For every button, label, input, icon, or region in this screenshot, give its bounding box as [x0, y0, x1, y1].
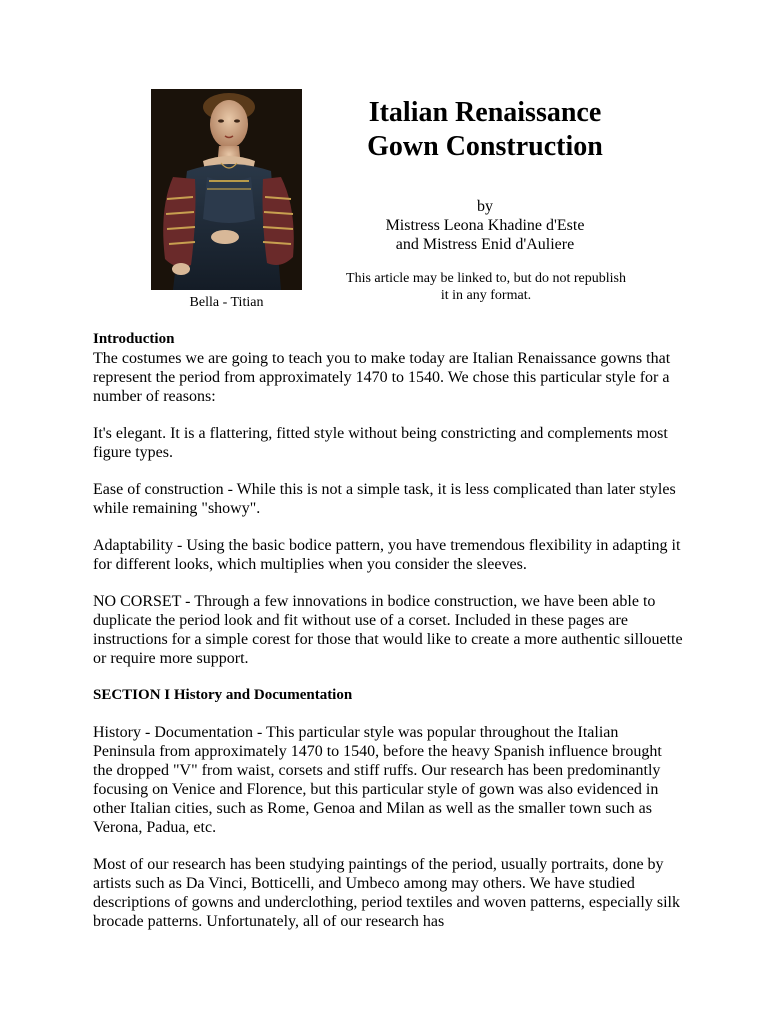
notice-line: This article may be linked to, but do not republish [346, 271, 626, 286]
body-paragraph: NO CORSET - Through a few innovations in bodice construction, we have been able to duplicate the period look and fit without use of a corset. Included in these pages are instructions for a simple corest for those that would like to create a more authentic sillouette or require more support. [93, 593, 683, 667]
section-heading: SECTION I History and Documentation [93, 687, 353, 703]
body-paragraph: Most of our research has been studying paintings of the period, usually portraits, done by artists such as Da Vinci, Botticelli, and Umbeco among may others. We have studied descriptions of gowns and underclothing, period textiles and woven patterns, especially silk brocade patterns. Unfortunately, all of our research has [93, 856, 680, 930]
body-paragraph: The costumes we are going to teach you to make today are Italian Renaissance gowns that represent the period from approximately 1470 to 1540. We chose this particular style for a number of reasons: [93, 350, 671, 405]
copyright-notice [326, 270, 646, 304]
portrait-painting [151, 89, 302, 290]
article-body [93, 330, 683, 949]
body-paragraph: Ease of construction - While this is not a simple task, it is less complicated than later styles while remaining "showy". [93, 481, 676, 517]
title-line: Gown Construction [367, 131, 603, 162]
body-paragraph: Adaptability - Using the basic bodice pattern, you have tremendous flexibility in adapting it for different looks, which multiplies when you consider the sleeves. [93, 537, 681, 573]
by-label: by [477, 198, 493, 215]
body-paragraph: History - Documentation - This particular style was popular throughout the Italian Peninsula from approximately 1470 to 1540, before the heavy Spanish influence brought the dropped "V" from waist, corsets and stiff ruffs. Our research has been predominantly focusing on Venice and Florence, but this particular style of gown was also evidenced in other Italian cities, such as Rome, Genoa and Milan as well as the smaller town such as Verona, Padua, etc. [93, 724, 662, 836]
article-title [330, 96, 640, 164]
portrait-illustration [151, 89, 302, 290]
author-name: and Mistress Enid d'Auliere [395, 236, 575, 253]
section-heading: Introduction [93, 331, 175, 347]
notice-line: it in any format. [440, 288, 532, 303]
figure-caption: Bella - Titian [189, 295, 264, 310]
title-line: Italian Renaissance [368, 97, 602, 128]
body-paragraph: It's elegant. It is a flattering, fitted style without being constricting and complements most figure types. [93, 425, 668, 461]
byline [330, 197, 640, 254]
author-name: Mistress Leona Khadine d'Este [385, 217, 585, 234]
